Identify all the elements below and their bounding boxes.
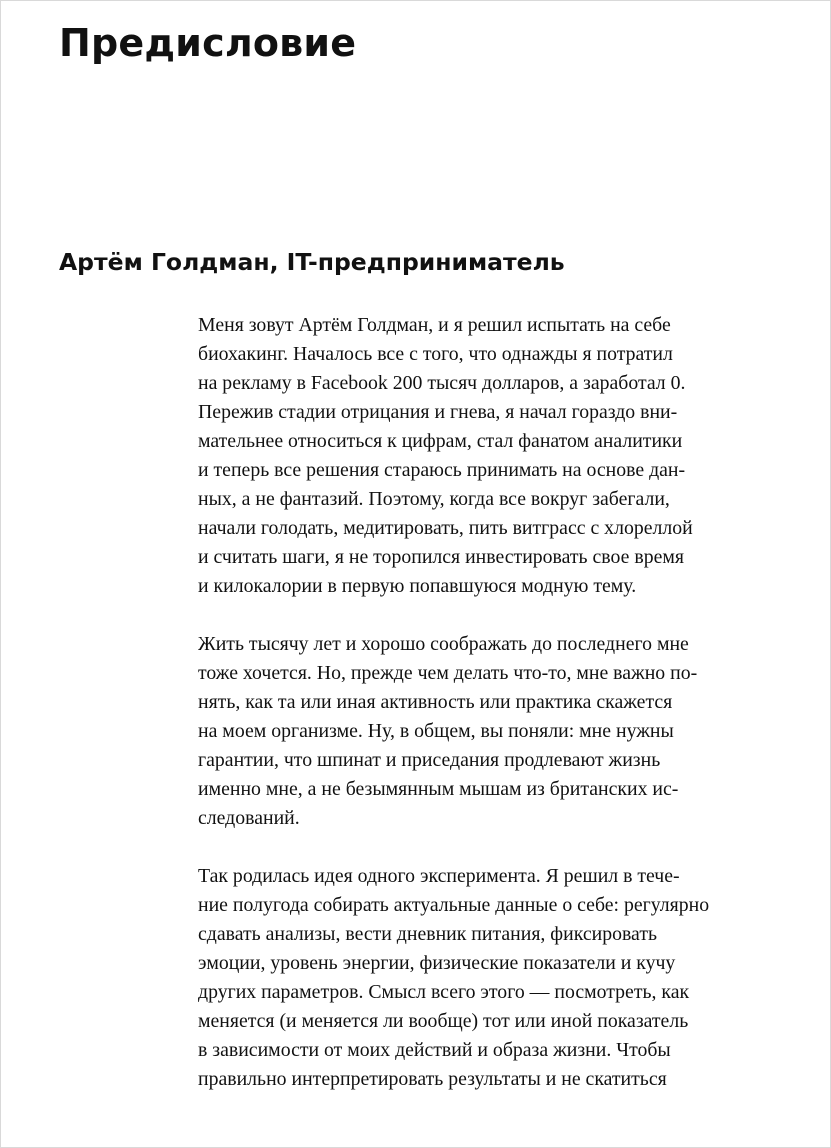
text-line: в зависимости от моих действий и образа жизни. Чтобы [198, 1039, 671, 1061]
text-line: ных, а не фантазий. Поэтому, когда все вокруг забегали, [198, 488, 670, 510]
text-line: эмоции, уровень энергии, физические показатели и кучу [198, 952, 676, 974]
text-line: биохакинг. Началось все с того, что однажды я потратил [198, 343, 673, 365]
text-line: Пережив стадии отрицания и гнева, я начал гораздо вни- [198, 401, 678, 423]
author-heading: Артём Голдман, IT-предприниматель [59, 248, 565, 276]
chapter-title: Предисловие [59, 21, 357, 65]
text-line: и считать шаги, я не торопился инвестировать свое время [198, 546, 684, 568]
text-line: гарантии, что шпинат и приседания продлевают жизнь [198, 749, 661, 771]
text-line: следований. [198, 807, 300, 829]
text-line: мательнее относиться к цифрам, стал фанатом аналитики [198, 430, 683, 452]
text-line: тоже хочется. Но, прежде чем делать что-то, мне важно по- [198, 662, 698, 684]
text-line: на рекламу в Facebook 200 тысяч долларов, а заработал 0. [198, 372, 686, 394]
text-line: меняется (и меняется ли вообще) тот или иной показатель [198, 1010, 689, 1032]
text-line: правильно интерпретировать результаты и не скатиться [198, 1068, 667, 1090]
text-line: начали голодать, медитировать, пить витграсс с хлореллой [198, 517, 693, 539]
text-line: других параметров. Смысл всего этого — посмотреть, как [198, 981, 690, 1003]
text-line: Меня зовут Артём Голдман, и я решил испытать на себе [198, 314, 671, 336]
text-line: Так родилась идея одного эксперимента. Я решил в тече- [198, 865, 680, 887]
text-line: на моем организме. Ну, в общем, вы поняли: мне нужны [198, 720, 674, 742]
text-line: сдавать анализы, вести дневник питания, фиксировать [198, 923, 657, 945]
text-line: нять, как та или иная активность или практика скажется [198, 691, 673, 713]
text-line: и теперь все решения стараюсь принимать на основе дан- [198, 459, 686, 481]
text-line: именно мне, а не безымянным мышам из британских ис- [198, 778, 679, 800]
text-line: Жить тысячу лет и хорошо соображать до последнего мне [198, 633, 689, 655]
text-line: ние полугода собирать актуальные данные о себе: регулярно [198, 894, 710, 916]
text-line: и килокалории в первую попавшуюся модную тему. [198, 575, 637, 597]
